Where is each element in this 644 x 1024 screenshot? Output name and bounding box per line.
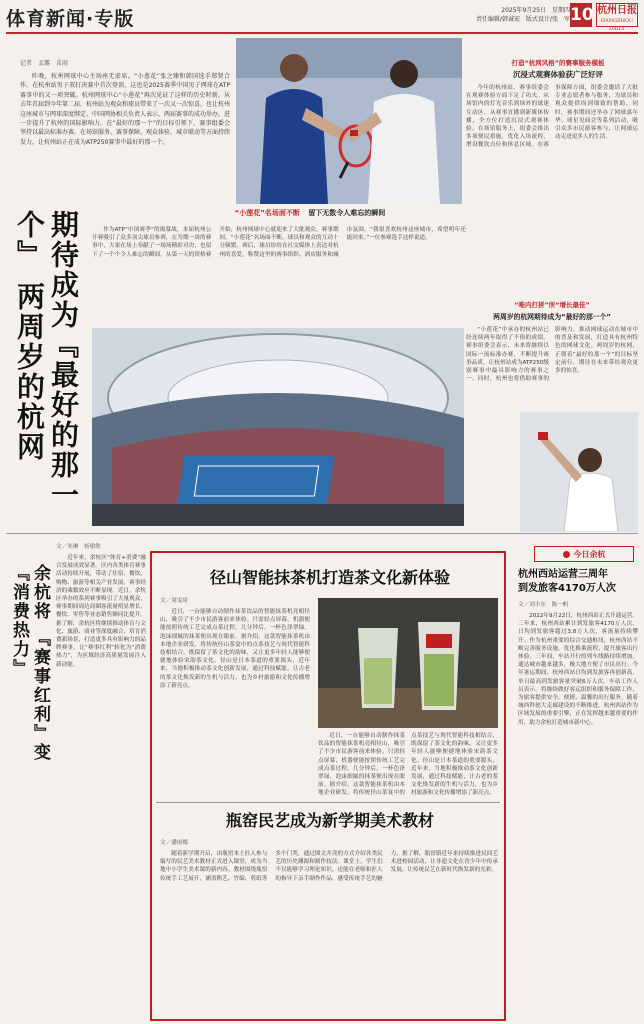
pottery-paragraph: 随着新学期开启，由瓶窑本土匠人参与编写的民艺美术教材正式进入课堂，成为当地中小学生美术课的新内容。教材围绕瓶窑传统手工艺展开，涵盖陶艺、竹编、剪纸等多个门类，通过图文并茂的方式介绍各类民艺的历史渊源和制作技法。课堂上，学生们不仅能够学习理论知识，还能在老师和匠人的指导下亲手制作作品，感受传统手艺的魅力。据了解，瓶窑镇近年来持续推进民间艺术进校园活动，让非遗文化在青少年中传承发展，让传统民艺在新时代焕发新的光彩。 [160,851,498,882]
west-station-headline-line2: 到发旅客4170万人次 [518,583,616,594]
right-top-paragraph: 今年的杭州站，赛事组委会在观赛体验方面下足了功夫。从场馆内的灯光音乐到场外的球迷互动区，从赛事直播到新媒体传播，全方位打造沉浸式观赛体验。在场馆服务上，组委会推出多项便民措施，优化入场流程，增设餐饮点位和休息区域。在赛事保障方面，组委会邀请了大批专业志愿者参与服务，为球员和观众提供周到细致的帮助。同时，赛事期间还举办了网球嘉年华、球星见面会等系列活动，吸引众多市民游客参与，让网球运动走进更多人的生活。 [466,85,638,149]
right-top-subhead: 沉浸式观赛体验获广泛好评 [513,70,603,79]
logo-name: 杭州日报 [597,5,637,16]
left-feature-headline [8,564,50,784]
lead-byline: 记者 孟露 苗雨 [20,60,69,67]
main-headline-line1: 期待成为『最好的那一个』 [13,210,80,510]
matcha-illustration [318,598,498,728]
top-photo-players [236,38,462,204]
right-top-caption-red: 打造“杭网风格”的赛事服务模板 [511,59,605,67]
left-feature-body [56,554,146,1020]
section-title: 体育新闻·专版 [6,8,135,30]
players-illustration [236,38,462,204]
main-headline-line2: 两周岁的杭网 [13,281,46,462]
stadium-illustration [92,328,464,526]
tea-headline: 径山智能抹茶机打造茶文化新体验 [209,568,450,587]
player-celebration-photo [520,412,638,532]
west-station-paragraph: 2022年9月22日，杭州西站正式开通运营。三年来，杭州西站累计到发旅客4170万人次，日均到发旅客超过3.8万人次，客流量持续攀升。作为杭州重要的综合交通枢纽，杭州西站不断完善服务设施，优化换乘流程，提升旅客出行体验。三年间，车站开行的列车线路持续增加，通达城市越来越多，极大地方便了市民出行。今年暑运期间，杭州西站日均到发旅客再创新高，单日最高到发旅客量突破6万人次。车站工作人员表示，将继续做好客运组织和服务保障工作，为旅客提供安全、便捷、温馨的出行服务。随着城西科创大走廊建设的不断推进，杭州西站作为区域发展的重要引擎，正在发挥越来越重要的作用，助力余杭打造城市新中心。 [518,613,638,726]
newspaper-logo [596,3,638,32]
pottery-headline: 瓶窑民艺成为新学期美术教材 [225,811,434,830]
tea-body-left [160,608,310,768]
right-mid-caption-red: “唯内打拼”所“增长最佳” [514,301,590,309]
west-station-headline-line1: 杭州西站运营三周年 [518,569,608,580]
right-top-body [466,84,638,296]
tag-dot-icon [563,551,570,558]
left-feature-headline-line2: 『赛事红利』变『消费热力』 [9,564,50,762]
left-feature-byline: 文／朱琳 杨敏敏 [56,544,101,550]
center-body [92,226,466,324]
issue-date: 2025年9月25日 星期四 [501,7,570,14]
page-number: 10 [570,5,594,25]
left-feature-paragraph: 近年来，余杭区“体育+消费”融合发展成效显著。区内各类体育赛事活动持续开展，带动了住宿、餐饮、购物、旅游等相关产业发展，赛事经济的乘数效应不断显现。近日，余杭区举办的系列赛事吸引了大量观众，赛事期间周边商圈客流量明显增长，餐饮、零售等业态销售额同比提升。据了解，余杭区将继续推动体育与文化、旅游、商业等深度融合，培育消费新场景，打造更多具有影响力的品牌赛事，让“赛事红利”转化为“消费热力”，为区域经济高质量发展注入新动能。 [56,555,146,668]
lead-body [20,72,230,198]
issue-meta [398,6,570,24]
right-mid-caption [466,300,638,321]
right-mid-subhead: 两周岁的杭网期待成为“最好的那一个” [493,313,611,321]
right-top-caption [478,58,638,80]
tea-body-right [318,732,498,798]
tea-paragraph: 近日，一台能够自动制作抹茶饮品的智能抹茶机亮相径山，吸引了不少市民游客前来体验。只需轻点屏幕，机器便能按照传统工艺完成点茶过程，几分钟后，一杯色泽翠绿、泡沫细腻的抹茶便出现在眼前。据介绍，这款智能抹茶机由本地企业研发，将传统径山茶宴中的点茶技艺与现代智能科技相结合，既保留了茶文化的韵味，又让更多年轻人能够便捷地体验宋韵茶文化。径山是日本茶道的重要源头，近年来，当地积极推动茶文化创新发展，通过科技赋能，让古老的茶文化焕发新的生机与活力，也为乡村旅游和文化传播增添了新亮点。 [160,609,310,689]
center-caption [150,208,470,218]
west-station-byline: 文／刘丰东 陈一帆 [518,602,569,608]
pottery-body [160,850,498,1014]
pottery-byline: 文／潘丽娜 [160,840,188,846]
left-feature-headline-line1: 余杭将 [30,564,50,621]
matcha-photo [318,598,498,728]
today-yuhang-tag [534,546,634,562]
center-caption-red: “小莲花”名场面不断 [234,209,300,217]
section-divider [6,533,638,534]
main-headline [12,210,80,510]
header-rule [6,32,638,34]
west-station-body [518,612,638,1020]
west-station-headline [518,568,638,596]
editor-credits: 责任编辑/韩诚宏 版式设计/张 军 [475,16,570,23]
lead-paragraph: 昨晚，杭州网球中心主场座无虚席。“小葱花”张之臻和韩国选手郑贤合作，在杭州站男子双打决赛中首次登顶，这也是2025赛季中国男子网球在ATP赛事中的又一项突破。杭州网球中心“小莲花”再次见证了这样的历史时刻。从去年首届到今年第二届，杭州站为观众和球员带来了一次又一次惊喜，也让杭州这座城市与网球深度绑定。中国网协相关负责人表示，两届赛事的成功举办，进一步提升了杭州的国际影响力。在“最好的那一个”的目标引领下，赛事组委会坚持以最高标准办赛，在场馆服务、赛事保障、观众体验、城市联动等方面持续发力，让杭州站正在成为ATP250赛事中最好的那一个。 [20,73,230,146]
center-paragraph: 作为ATP“中国赛季”的揭幕战，本届杭州公开赛吸引了众多顶尖球员参赛，在为期一周的赛事中，大家在场上奉献了一场场精彩对决，也留下了一个个令人难忘的瞬间。从第一天的资格赛开始，杭州网球中心就迎来了大批观众。赛事期间，“小莲花”名场面不断，球员和观众的互动十分频繁。赛后，球员纷纷在社交媒体上表达对杭州的喜爱，称赞这里的赛事组织、酒店服务和城市氛围。“我很喜欢杭州这座城市，希望明年还能回来。”一位参赛选手这样说道。 [92,227,466,258]
center-caption-rest: 留下无数令人难忘的瞬间 [308,209,386,217]
tea-paragraph-cont: 近日，一台能够自动制作抹茶饮品的智能抹茶机亮相径山，吸引了不少市民游客前来体验。只需轻点屏幕，机器便能按照传统工艺完成点茶过程，几分钟后，一杯色泽翠绿、泡沫细腻的抹茶便出现在眼前。据介绍，这款智能抹茶机由本地企业研发，将传统径山茶宴中的点茶技艺与现代智能科技相结合，既保留了茶文化的韵味，又让更多年轻人能够便捷地体验宋韵茶文化。径山是日本茶道的重要源头，近年来，当地积极推动茶文化创新发展，通过科技赋能，让古老的茶文化焕发新的生机与活力，也为乡村旅游和文化传播增添了新亮点。 [318,733,498,797]
player-celebration-illustration [520,412,638,532]
feature-inner-divider [156,802,500,803]
today-yuhang-label: 今日余杭 [573,549,606,559]
logo-sub: HANGZHOU DAILY [600,18,634,32]
stadium-photo [92,328,464,526]
tea-byline: 文／周雯琦 [160,598,188,604]
right-mid-paragraph: “小莲花”中承办的杭州站已经连续两年取得了不俗的成绩。赛事组委会表示，未来将继续以国际一流标准办赛，不断提升赛事品质，让杭州站成为ATP250级别赛事中最具影响力的赛事之一。同时，杭州也将借助赛事的影响力，推动网球运动在城市中的普及和发展，打造具有杭州特色的网球文化。两周岁的杭网，正朝着“最好的那一个”的目标坚定前行，期待在未来带给观众更多的惊喜。 [466,327,638,383]
